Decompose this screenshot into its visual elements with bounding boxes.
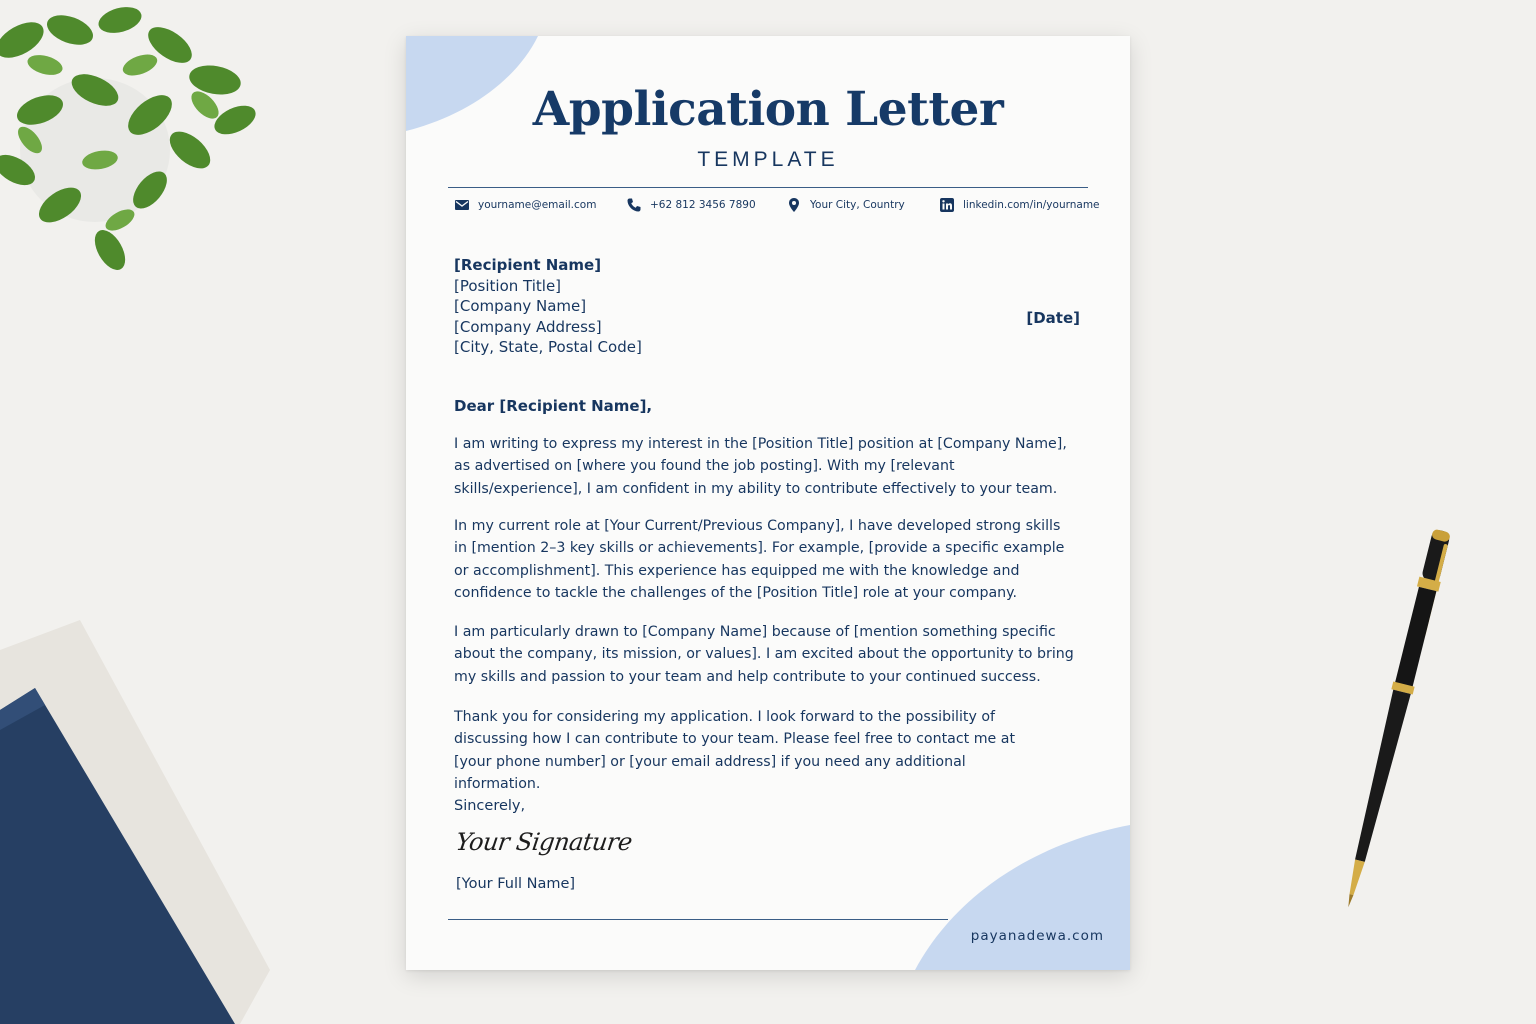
recipient-address: [Company Address] (454, 317, 602, 336)
potted-plant-decoration (0, 0, 270, 290)
recipient-block (454, 255, 642, 358)
linkedin-text: linkedin.com/in/yourname (963, 199, 1100, 211)
envelope-icon (454, 197, 470, 213)
body-paragraph-3: I am particularly drawn to [Company Name] because of [mention something specific about the company, its mission, or values]. I am excited about the opportunity to bring my skills and passion to your team and help contribute to your continued success. (454, 624, 1074, 685)
contact-bar (406, 197, 1130, 219)
website-link[interactable]: payanadewa.com (970, 928, 1104, 944)
corner-blob-bottom-right (915, 825, 1130, 970)
notebook-decoration (0, 610, 320, 1024)
location-text: Your City, Country (810, 199, 905, 211)
footer-divider (448, 919, 948, 920)
phone-icon (626, 197, 642, 213)
location-pin-icon (786, 197, 802, 213)
linkedin-icon (939, 197, 955, 213)
recipient-position: [Position Title] (454, 276, 562, 295)
header-divider (448, 187, 1088, 188)
contact-phone[interactable] (626, 197, 756, 213)
body-paragraph-4: Thank you for considering my application. I look forward to the possibility of discussing how I can contribute to your team. Please feel free to contact me at [your phone number] or [your email address] if you need any additional information. (454, 709, 1016, 792)
salutation: Dear [Recipient Name], (454, 397, 653, 415)
contact-linkedin[interactable] (939, 197, 1100, 213)
phone-text: +62 812 3456 7890 (650, 199, 756, 211)
pen-decoration (1320, 515, 1470, 925)
full-name: [Your Full Name] (456, 876, 576, 892)
recipient-city: [City, State, Postal Code] (454, 338, 642, 356)
letter-date: [Date] (1026, 309, 1080, 327)
recipient-name: [Recipient Name] (454, 256, 602, 274)
email-text: yourname@email.com (478, 199, 597, 211)
closing: Sincerely, (454, 798, 526, 814)
body-paragraph-1: I am writing to express my interest in the [Position Title] position at [Company Name], as advertised on [where you found the job posting]. With my [relevant skills/experience], I am confident in my ability to contribute effectively to your team. (454, 436, 1067, 497)
recipient-company: [Company Name] (454, 297, 587, 315)
body-paragraph-2: In my current role at [Your Current/Previous Company], I have developed strong skills in [mention 2–3 key skills or achievements]. For example, [provide a specific example or accomplishment]. This experience has equipped me with the knowledge and confidence to tackle the challenges of the [Position Title] role at your company. (454, 518, 1065, 601)
contact-location[interactable] (786, 197, 905, 213)
page-subtitle: TEMPLATE (697, 148, 839, 171)
contact-email[interactable] (454, 197, 596, 213)
page-title: Application Letter (532, 82, 1004, 137)
signature: Your Signature (454, 828, 634, 856)
letter-page (406, 36, 1130, 970)
